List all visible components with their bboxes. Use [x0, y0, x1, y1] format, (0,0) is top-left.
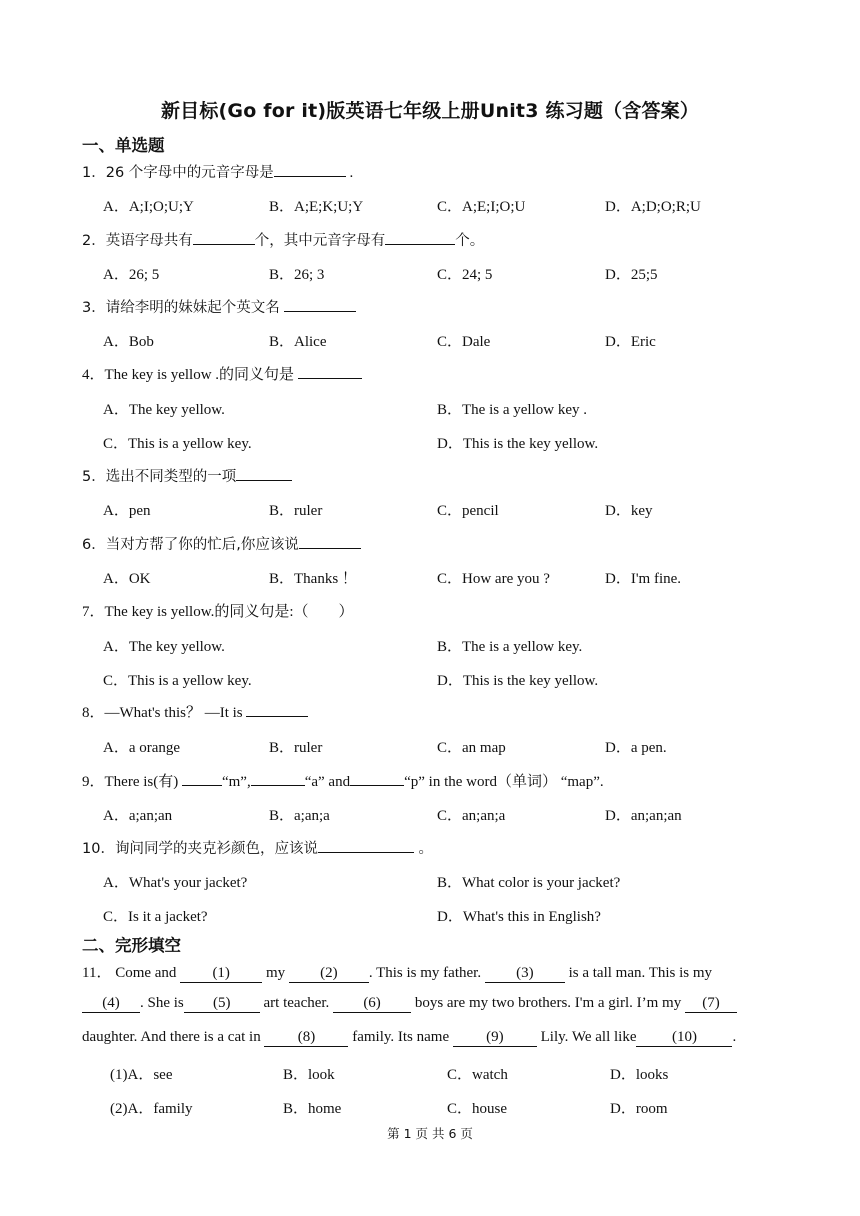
option-c: C．pencil	[437, 503, 499, 519]
question-part: “m”,	[221, 774, 251, 790]
option-b: B．What color is your jacket?	[437, 875, 621, 891]
option-b: B．A;E;K;U;Y	[269, 199, 364, 215]
option-a: A．Bob	[103, 334, 154, 350]
subquestion-1	[110, 1063, 173, 1084]
cloze-blank: (9)	[453, 1029, 537, 1047]
section-heading-single-choice: 一、单选题	[82, 136, 165, 155]
option-a: A．26; 5	[103, 267, 160, 283]
question-2	[82, 229, 484, 250]
option-a: A．family	[127, 1101, 193, 1117]
cloze-text: .	[732, 1029, 737, 1045]
cloze-text: 11． Come and	[82, 965, 181, 981]
cloze-blank: (7)	[685, 995, 737, 1013]
subquestion-2	[110, 1097, 193, 1118]
answer-blank	[298, 364, 362, 379]
option-d: D．25;5	[605, 267, 658, 283]
page-title: 新目标(Go for it)版英语七年级上册Unit3 练习题（含答案）	[160, 100, 700, 122]
answer-blank	[193, 230, 255, 245]
cloze-blank: (6)	[333, 995, 411, 1013]
cloze-text: boys are my two brothers. I'm a girl. I’m my	[411, 995, 685, 1011]
question-tail: 个。	[455, 233, 485, 249]
option-a: A．see	[127, 1067, 173, 1083]
page-footer: 第 1 页 共 6 页	[387, 1126, 473, 1141]
cloze-blank: (1)	[180, 965, 262, 983]
option-a: A．What's your jacket?	[103, 875, 248, 891]
cloze-text: daughter. And there is a cat in	[82, 1029, 265, 1045]
section-heading-cloze: 二、完形填空	[82, 936, 181, 955]
option-a: A．The key yellow.	[103, 402, 225, 418]
cloze-blank: (10)	[636, 1029, 732, 1047]
option-d: D．an;an;an	[605, 808, 682, 824]
question-stem: 4．The key is yellow .的同义句是	[82, 367, 298, 383]
question-stem: 10．询问同学的夹克衫颜色，应该说	[82, 841, 318, 857]
option-c: C．This is a yellow key.	[103, 436, 252, 452]
question-1	[82, 161, 353, 182]
question-9	[82, 770, 604, 791]
question-stem: 2．英语字母共有	[82, 233, 193, 249]
option-b: B．ruler	[269, 503, 323, 519]
option-a: A．OK	[103, 571, 151, 587]
option-d: D．room	[610, 1101, 668, 1117]
option-a: A．a;an;an	[103, 808, 173, 824]
option-d: D．looks	[610, 1067, 669, 1083]
answer-blank	[350, 771, 404, 786]
question-tail: .	[345, 165, 354, 181]
cloze-text: . She is	[140, 995, 184, 1011]
option-c: C．How are you ?	[437, 571, 550, 587]
answer-blank	[182, 771, 222, 786]
option-a: A．The key yellow.	[103, 639, 225, 655]
question-10	[82, 837, 433, 858]
question-stem: 1．26 个字母中的元音字母是	[82, 165, 274, 181]
option-c: C．A;E;I;O;U	[437, 199, 526, 215]
option-d: D．I'm fine.	[605, 571, 682, 587]
option-d: D．key	[605, 503, 653, 519]
answer-blank	[246, 702, 308, 717]
option-a: A．A;I;O;U;Y	[103, 199, 194, 215]
question-stem: 3．请给李明的妹妹起个英文名	[82, 300, 285, 316]
option-b: B．a;an;a	[269, 808, 330, 824]
question-part: 9．There is(有)	[82, 774, 182, 790]
question-stem: 8．—What's this？ —It is	[82, 705, 247, 721]
cloze-text: family. Its name	[348, 1029, 453, 1045]
question-8	[82, 701, 308, 722]
cloze-line-3	[82, 1029, 782, 1047]
subquestion-number: (2)	[110, 1101, 128, 1117]
question-4	[82, 363, 362, 384]
question-5	[82, 465, 292, 486]
question-part: “a” and	[304, 774, 351, 790]
option-c: C．an map	[437, 740, 506, 756]
option-b: B．The is a yellow key.	[437, 639, 583, 655]
option-d: D．What's this in English?	[437, 909, 601, 925]
option-c: C．Dale	[437, 334, 491, 350]
question-tail: 。	[413, 841, 434, 857]
answer-blank	[385, 230, 455, 245]
question-stem: 6．当对方帮了你的忙后,你应该说	[82, 537, 299, 553]
option-b: B．look	[283, 1067, 335, 1083]
subquestion-number: (1)	[110, 1067, 128, 1083]
question-stem: 7．The key is yellow.的同义句是:（ ）	[82, 604, 354, 620]
cloze-text: my	[262, 965, 289, 981]
option-a: A．pen	[103, 503, 151, 519]
option-d: D．This is the key yellow.	[437, 436, 599, 452]
cloze-blank: (3)	[485, 965, 565, 983]
answer-blank	[318, 838, 414, 853]
option-c: C．house	[447, 1101, 508, 1117]
option-c: C．an;an;a	[437, 808, 506, 824]
question-6	[82, 533, 361, 554]
option-b: B．ruler	[269, 740, 323, 756]
cloze-blank: (8)	[264, 1029, 348, 1047]
answer-blank	[274, 162, 346, 177]
option-d: D．Eric	[605, 334, 656, 350]
question-mid: 个，其中元音字母有	[254, 233, 386, 249]
option-c: C．watch	[447, 1067, 508, 1083]
option-c: C．24; 5	[437, 267, 493, 283]
option-d: D．A;D;O;R;U	[605, 199, 701, 215]
question-stem: 5．选出不同类型的一项	[82, 469, 237, 485]
cloze-text: art teacher.	[259, 995, 334, 1011]
answer-blank	[236, 466, 292, 481]
cloze-blank: (2)	[289, 965, 369, 983]
answer-blank	[251, 771, 305, 786]
answer-blank	[284, 297, 356, 312]
cloze-line-1	[82, 961, 782, 983]
cloze-text: . This is my father.	[368, 965, 485, 981]
option-d: D．This is the key yellow.	[437, 673, 599, 689]
option-b: B．The is a yellow key .	[437, 402, 587, 418]
cloze-blank: (4)	[82, 995, 140, 1013]
question-7	[82, 600, 354, 621]
cloze-text: Lily. We all like	[536, 1029, 637, 1045]
question-part: “p” in the word（单词） “map”.	[404, 774, 604, 790]
question-3	[82, 296, 356, 317]
cloze-line-2	[82, 995, 782, 1013]
option-b: B．home	[283, 1101, 342, 1117]
option-b: B．Thanks ！	[269, 571, 357, 587]
option-c: C．Is it a jacket?	[103, 909, 208, 925]
cloze-blank: (5)	[184, 995, 260, 1013]
option-b: B．Alice	[269, 334, 327, 350]
cloze-text: is a tall man. This is my	[564, 965, 713, 981]
option-d: D．a pen.	[605, 740, 667, 756]
option-b: B．26; 3	[269, 267, 325, 283]
answer-blank	[299, 534, 361, 549]
option-c: C．This is a yellow key.	[103, 673, 252, 689]
option-a: A．a orange	[103, 740, 181, 756]
